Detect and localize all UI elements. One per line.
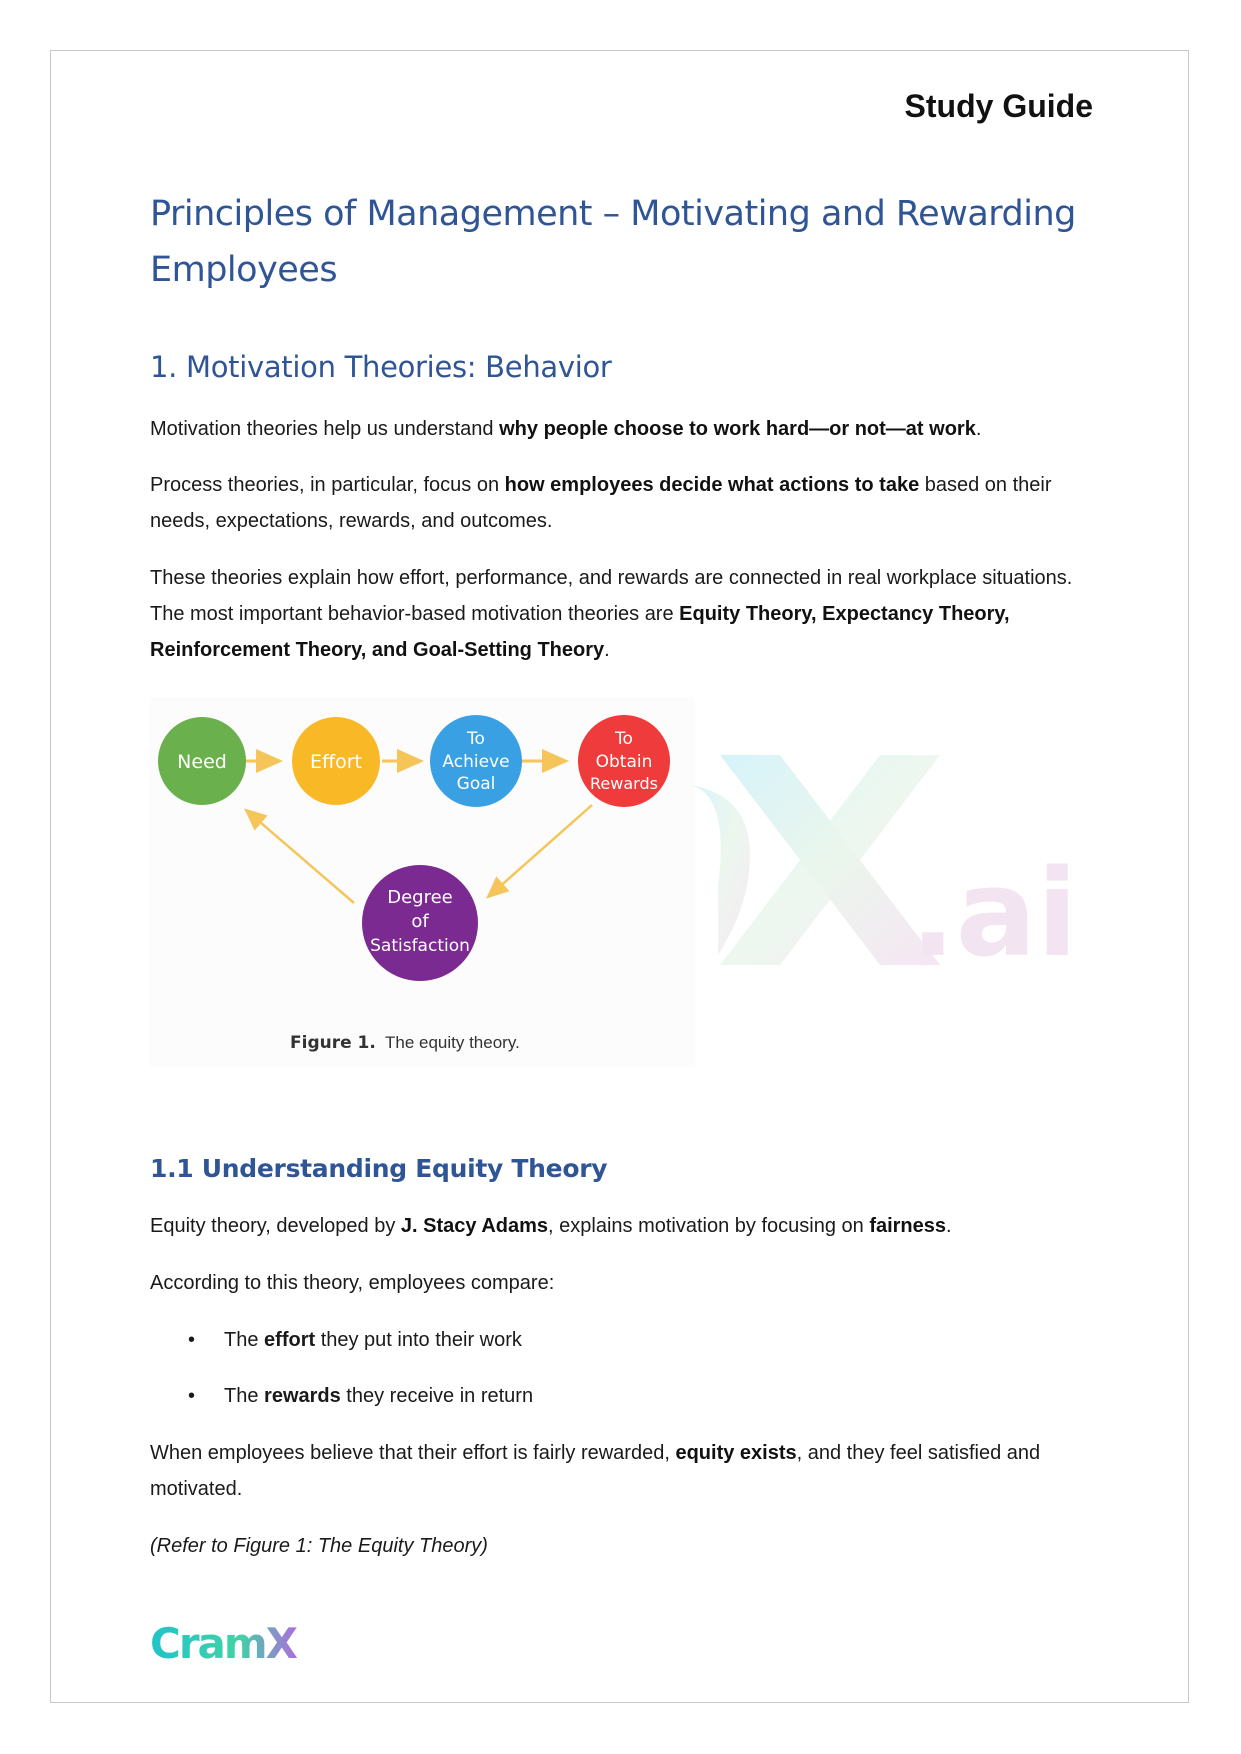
bullet-item: • The effort they put into their work: [188, 1322, 522, 1358]
bullet-dot: •: [188, 1329, 196, 1351]
watermark-logo: [690, 755, 1090, 995]
section-1-heading: 1. Motivation Theories: Behavior: [150, 350, 612, 384]
goal-label-2: Achieve: [442, 752, 510, 772]
rewards-label-3: Rewards: [590, 774, 658, 793]
bullet-item: • The rewards they receive in return: [188, 1378, 533, 1414]
goal-label-1: To: [467, 729, 485, 749]
equity-theory-diagram: [150, 697, 695, 1027]
bullet-dot: •: [188, 1385, 196, 1407]
watermark-text: .ai: [910, 845, 1078, 984]
section-1-1-paragraph-1: Equity theory, developed by J. Stacy Adams, explains motivation by focusing on fairness.: [150, 1215, 952, 1237]
arrow-rewards-satisfaction: [488, 805, 592, 897]
rewards-label-2: Obtain: [595, 752, 653, 772]
section-1-1-paragraph-3: When employees believe that their effort is fairly rewarded, equity exists, and they feel satisfied and motivated.: [150, 1442, 1041, 1500]
section-1-paragraph-2: Process theories, in particular, focus on how employees decide what actions to take based on their needs, expectations, rewards, and outcomes.: [150, 474, 1052, 532]
arrow-satisfaction-need: [246, 810, 354, 903]
figure-caption: Figure 1. The equity theory.: [290, 1033, 520, 1053]
cramx-logo: [150, 1618, 310, 1668]
satisfaction-label-1: Degree: [387, 887, 453, 908]
section-1-1-paragraph-2: According to this theory, employees compare:: [150, 1272, 555, 1294]
document-title: Principles of Management – Motivating and Rewarding Employees: [150, 194, 1076, 290]
goal-label-3: Goal: [456, 774, 496, 794]
satisfaction-label-2: of: [411, 911, 429, 932]
figure-reference-note: (Refer to Figure 1: The Equity Theory): [150, 1535, 488, 1557]
rewards-label-1: To: [615, 729, 633, 749]
satisfaction-label-3: Satisfaction: [370, 936, 470, 956]
section-1-paragraph-1: Motivation theories help us understand why people choose to work hard—or not—at work.: [150, 418, 982, 440]
equity-theory-figure: [150, 697, 695, 1067]
section-1-paragraph-3: These theories explain how effort, performance, and rewards are connected in real workplace situations. The most important behavior-based motivation theories are Equity Theory, Expectancy Theory, Reinforcement Theory, and Goal-Setting Theory.: [150, 567, 1073, 661]
section-1-1-heading: 1.1 Understanding Equity Theory: [150, 1154, 608, 1183]
study-guide-label: Study Guide: [904, 88, 1093, 124]
need-label: Need: [177, 751, 227, 773]
cramx-logo-text: CramX: [150, 1619, 297, 1668]
effort-label: Effort: [310, 751, 362, 773]
